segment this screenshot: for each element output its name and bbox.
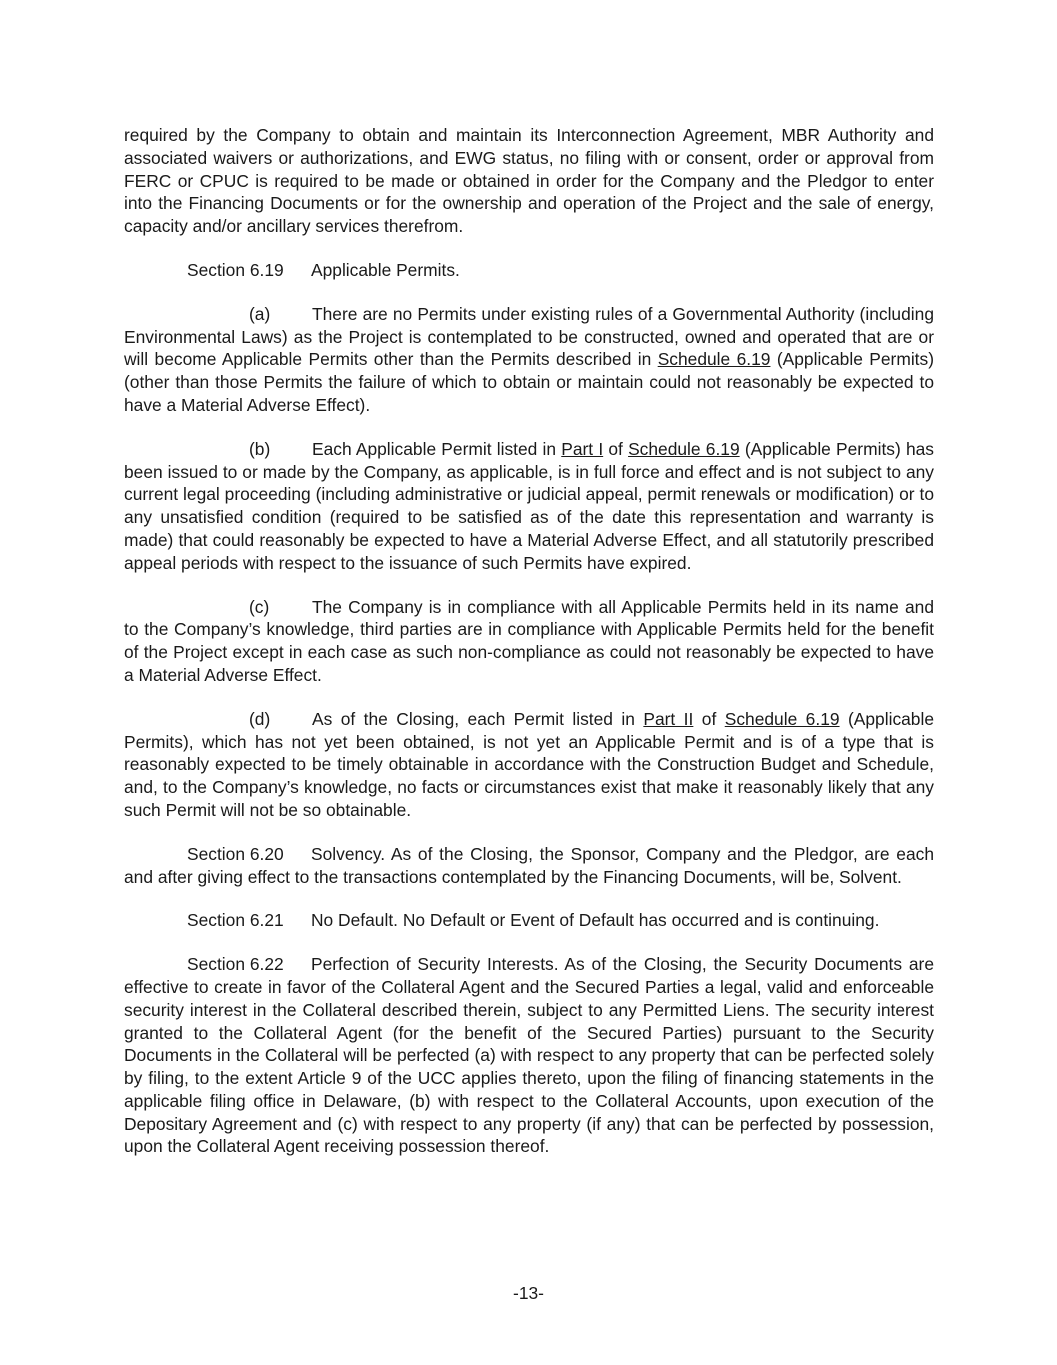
subsection-label: (a) <box>249 303 271 324</box>
subsection-label: (c) <box>249 596 270 617</box>
section-number: Section 6.19 <box>187 259 284 280</box>
subsection-text: There are no Permits under existing rules of a Governmental Authority (including Environmental Laws) as the Project is contemplated to be constructed, owned and operated that are or will become Applicable Permits other than the Permits described in <box>124 303 934 370</box>
section-number: Section 6.21 <box>187 910 284 931</box>
schedule-reference: Schedule 6.19 <box>657 349 771 370</box>
intro-paragraph <box>124 124 934 238</box>
section-6-20 <box>124 843 934 889</box>
document-page <box>124 124 934 1179</box>
subsection-text: The Company is in compliance with all Applicable Permits held in its name and to the Company’s knowledge, third parties are in compliance with Applicable Permits held for the benefit of the Project except in each case as such non-compliance as could not reasonably be expected to have a Material Adverse Effect. <box>124 596 934 685</box>
subsection-text: (Applicable Permits), which has not yet been obtained, is not yet an Applicable Permit and is of a type that is reasonably expected to be timely obtainable in accordance with the Construction Budget and Schedule, and, to the Company’s knowledge, no facts or circumstances exist that make it reasonably likely that any such Permit will not be so obtainable. <box>124 708 935 820</box>
section-number: Section 6.22 <box>187 954 284 975</box>
section-title: Applicable Permits. <box>311 259 460 280</box>
section-text: . As of the Closing, the Sponsor, Company and the Pledgor, are each and after giving effect to the transactions contemplated by the Financing Documents, will be, Solvent. <box>124 843 934 887</box>
subsection-d <box>124 708 934 822</box>
section-6-21 <box>124 909 934 932</box>
subsection-label: (b) <box>249 438 271 459</box>
subsection-text: Each Applicable Permit listed in <box>312 438 562 459</box>
subsection-text: of <box>693 708 725 729</box>
section-text: . No Default or Event of Default has occurred and is continuing. <box>393 910 880 931</box>
section-6-19-heading <box>124 259 934 282</box>
section-6-22 <box>124 953 934 1158</box>
subsection-a <box>124 303 934 417</box>
subsection-text: (Applicable Permits) (other than those Permits the failure of which to obtain or maintain could not reasonably be expected to have a Material Adverse Effect). <box>124 349 934 415</box>
subsection-text: As of the Closing, each Permit listed in <box>312 708 644 729</box>
subsection-text: of <box>603 438 629 459</box>
intro-text: required by the Company to obtain and maintain its Interconnection Agreement, MBR Authority and associated waivers or authorizations, and EWG status, no filing with or consent, order or approval from FERC or CPUC is required to be made or obtained in order for the Company and the Pledgor to enter into the Financing Documents or for the ownership and operation of the Project and the sale of energy, capacity and/or ancillary services therefrom. <box>124 125 934 237</box>
part-reference: Part I <box>561 438 604 459</box>
section-number: Section 6.20 <box>187 843 284 864</box>
subsection-label: (d) <box>249 708 271 729</box>
section-title: No Default <box>311 910 394 931</box>
subsection-text: (Applicable Permits) has been issued to or made by the Company, as applicable, is in full force and effect and is not subject to any current legal proceeding (including administrative or judicial appeal, permit renewals or modification) or to any unsatisfied condition (required to be satisfied as of the date this representation and warranty is made) that could reasonably be expected to have a Material Adverse Effect, and all statutorily prescribed appeal periods with respect to the issuance of such Permits have expired. <box>124 438 934 573</box>
section-text: . As of the Closing, the Security Documents are effective to create in favor of the Collateral Agent and the Secured Parties a legal, valid and enforceable security interest in the Collateral described therein, subject to any Permitted Liens. The security interest granted to the Collateral Agent (for the benefit of the Secured Parties) pursuant to the Security Documents in the Collateral will be perfected (a) with respect to any property that can be perfected solely by filing, to the extent Article 9 of the UCC applies thereto, upon the filing of financing statements in the applicable filing office in Delaware, (b) with respect to the Collateral Accounts, upon execution of the Depositary Agreement and (c) with respect to any property (if any) that can be perfected by possession, upon the Collateral Agent receiving possession thereof. <box>124 954 934 1157</box>
schedule-reference: Schedule 6.19 <box>628 438 740 459</box>
schedule-reference: Schedule 6.19 <box>724 708 840 729</box>
page-number: -13- <box>513 1283 544 1303</box>
section-title: Perfection of Security Interests <box>311 954 554 975</box>
subsection-b <box>124 438 934 575</box>
subsection-c <box>124 596 934 687</box>
part-reference: Part II <box>643 708 694 729</box>
section-title: Solvency <box>311 843 381 864</box>
